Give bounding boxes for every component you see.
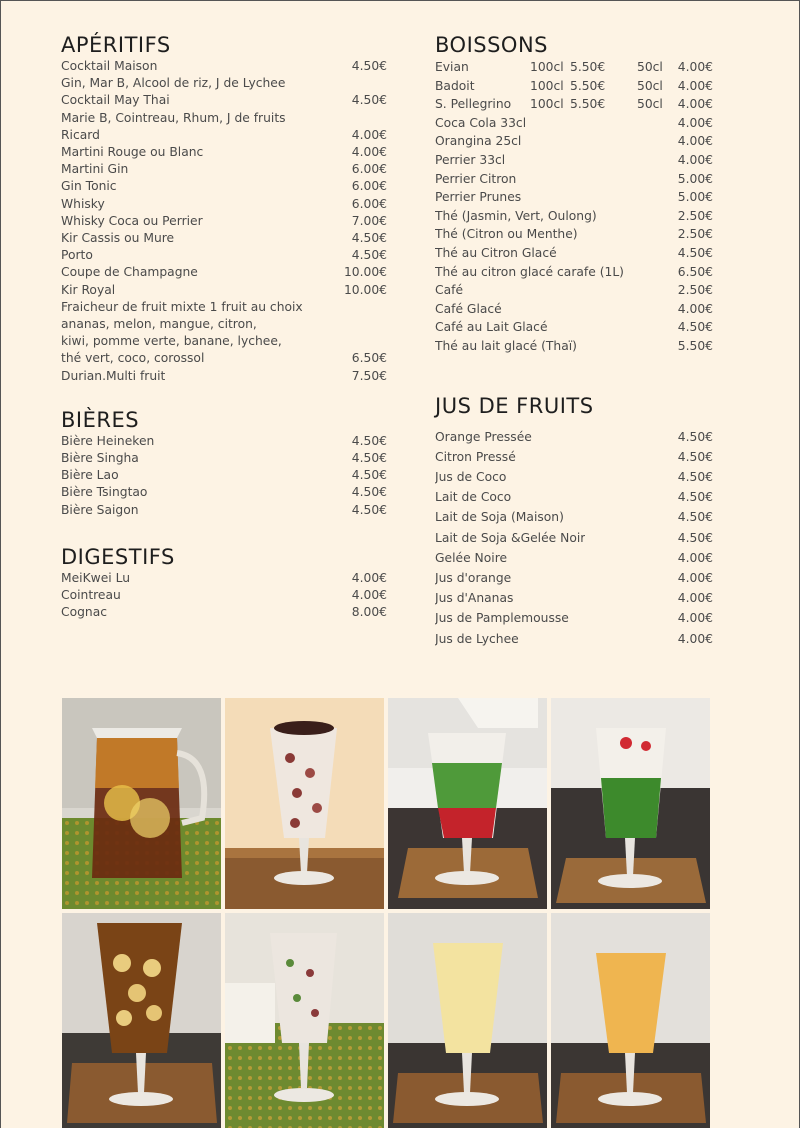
- section-digestifs: [61, 544, 387, 622]
- menu-item: Thé (Jasmin, Vert, Oulong) 2.50€: [435, 208, 713, 223]
- menu-item: Thé au citron glacé carafe (1L) 6.50€: [435, 264, 713, 279]
- menu-item: Perrier Citron 5.00€: [435, 171, 713, 186]
- menu-item: Cocktail May Thai 4.50€: [61, 93, 387, 108]
- menu-item: Porto 4.50€: [61, 248, 387, 263]
- menu-item: Thé au lait glacé (Thaï) 5.50€: [435, 338, 713, 353]
- menu-item: Citron Pressé 4.50€: [435, 449, 713, 464]
- digestifs-title: DIGESTIFS: [61, 544, 175, 569]
- aperitifs-title: APÉRITIFS: [61, 33, 171, 57]
- water-row: S. Pellegrino 100cl 5.50€ 50cl 4.00€: [435, 97, 713, 112]
- section-bieres: [61, 407, 387, 519]
- left-column: [61, 32, 387, 621]
- menu-item: Martini Gin 6.00€: [61, 162, 387, 177]
- menu-item: Jus d'orange 4.00€: [435, 570, 713, 585]
- photo-jelly-dessert: [388, 698, 547, 909]
- menu-item: Thé au Citron Glacé 4.50€: [435, 245, 713, 260]
- menu-item: Lait de Coco 4.50€: [435, 490, 713, 505]
- menu-item: Whisky Coca ou Perrier 7.00€: [61, 213, 387, 228]
- menu-item: Coca Cola 33cl 4.00€: [435, 115, 713, 130]
- menu-item: Lait de Soja &Gelée Noir 4.50€: [435, 530, 713, 545]
- section-boissons: [435, 32, 713, 356]
- menu-item: Cognac 8.00€: [61, 605, 387, 620]
- menu-item: Café au Lait Glacé 4.50€: [435, 320, 713, 335]
- photo-coconut-jelly: [551, 698, 710, 909]
- photo-mango-juice: [551, 913, 710, 1128]
- right-column: [435, 32, 713, 649]
- water-row: Badoit 100cl 5.50€ 50cl 4.00€: [435, 78, 713, 93]
- menu-item: Bière Tsingtao 4.50€: [61, 485, 387, 500]
- menu-item: Gelée Noire 4.00€: [435, 550, 713, 565]
- jus-title: JUS DE FRUITS: [435, 393, 594, 418]
- section-aperitifs: [61, 32, 387, 385]
- menu-item: Perrier 33cl 4.00€: [435, 152, 713, 167]
- menu-item: Café 2.50€: [435, 283, 713, 298]
- item-description: Marie B, Cointreau, Rhum, J de fruits: [61, 110, 286, 125]
- menu-item: Jus de Coco 4.50€: [435, 469, 713, 484]
- menu-item: Café Glacé 4.00€: [435, 301, 713, 316]
- fraicheur-line: ananas, melon, mangue, citron,: [61, 317, 257, 332]
- menu-item: Coupe de Champagne 10.00€: [61, 265, 387, 280]
- water-row: Evian 100cl 5.50€ 50cl 4.00€: [435, 60, 713, 74]
- menu-item: Durian.Multi fruit 7.50€: [61, 368, 387, 383]
- menu-item: Bière Saigon 4.50€: [61, 502, 387, 517]
- bieres-title: BIÈRES: [61, 407, 140, 432]
- menu-item: thé vert, coco, corossol 6.50€: [61, 351, 387, 366]
- menu-item: Gin Tonic 6.00€: [61, 179, 387, 194]
- menu-item: Orange Pressée 4.50€: [435, 429, 713, 444]
- menu-item: Bière Singha 4.50€: [61, 451, 387, 466]
- menu-item: Cocktail Maison 4.50€: [61, 59, 387, 73]
- menu-item: Whisky 6.00€: [61, 196, 387, 211]
- fraicheur-line: Fraicheur de fruit mixte 1 fruit au choix: [61, 299, 303, 314]
- boissons-title: BOISSONS: [435, 33, 548, 57]
- menu-item: Kir Royal 10.00€: [61, 282, 387, 297]
- menu-item: Ricard 4.00€: [61, 127, 387, 142]
- menu-item: Jus d'Ananas 4.00€: [435, 591, 713, 606]
- menu-item: MeiKwei Lu 4.00€: [61, 570, 387, 585]
- photo-longan-drink: [62, 913, 221, 1128]
- photo-coconut-mixed: [225, 913, 384, 1128]
- menu-item: Perrier Prunes 5.00€: [435, 190, 713, 205]
- menu-item: Lait de Soja (Maison) 4.50€: [435, 510, 713, 525]
- menu-item: Orangina 25cl 4.00€: [435, 134, 713, 149]
- item-description: Gin, Mar B, Alcool de riz, J de Lychee: [61, 76, 286, 91]
- menu-item: Kir Cassis ou Mure 4.50€: [61, 231, 387, 246]
- menu-item: Bière Heineken 4.50€: [61, 433, 387, 448]
- photo-pineapple-juice: [388, 913, 547, 1128]
- photo-bean-dessert: [225, 698, 384, 909]
- photo-iced-tea-pitcher: [62, 698, 221, 909]
- menu-item: Cointreau 4.00€: [61, 588, 387, 603]
- drink-photo-grid: [62, 698, 711, 1128]
- menu-item: Bière Lao 4.50€: [61, 468, 387, 483]
- menu-item: Jus de Lychee 4.00€: [435, 631, 713, 646]
- menu-item: Thé (Citron ou Menthe) 2.50€: [435, 227, 713, 242]
- menu-item: Jus de Pamplemousse 4.00€: [435, 611, 713, 626]
- menu-item: Martini Rouge ou Blanc 4.00€: [61, 145, 387, 160]
- section-jus-de-fruits: [435, 393, 713, 649]
- fraicheur-line: kiwi, pomme verte, banane, lychee,: [61, 334, 282, 349]
